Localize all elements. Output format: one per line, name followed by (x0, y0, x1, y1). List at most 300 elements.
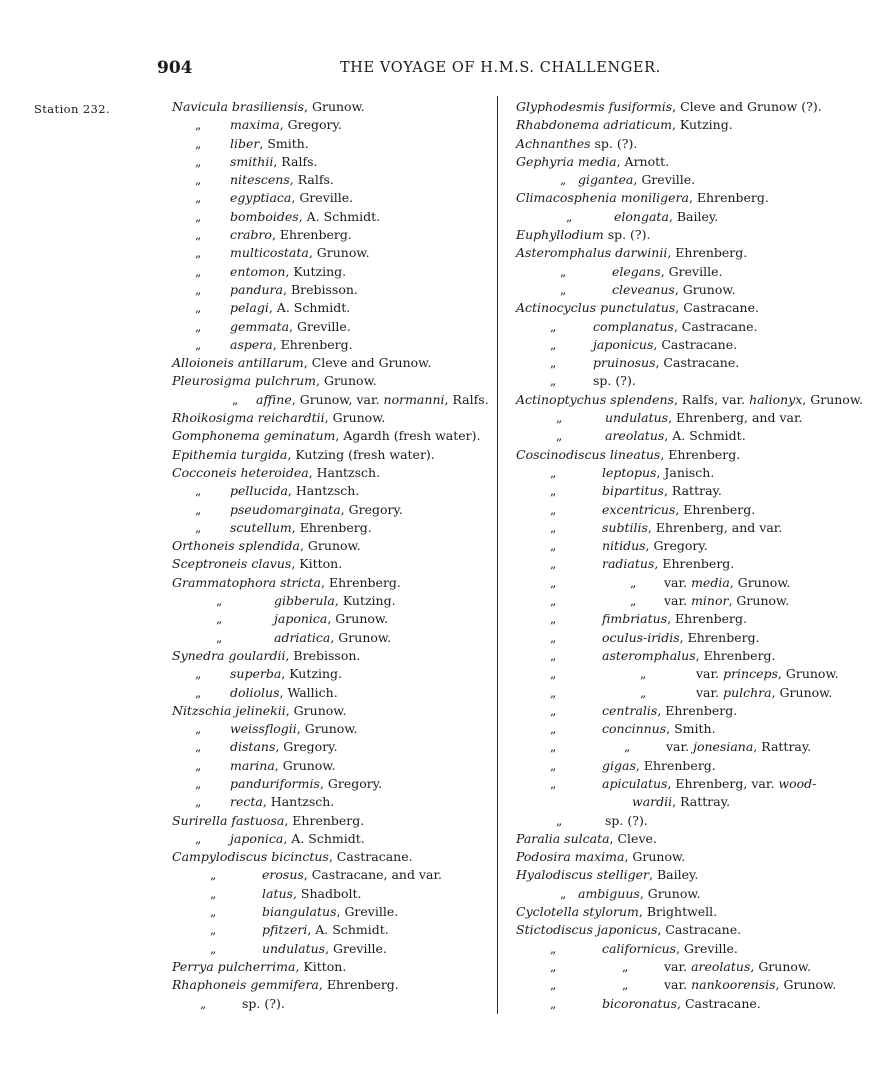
taxon-name: Cocconeis heteroidea (172, 464, 309, 480)
taxon-name: Stictodiscus japonicus (516, 922, 658, 938)
species-entry (516, 244, 852, 262)
species-entry (172, 848, 492, 866)
entry-text (230, 171, 334, 189)
ditto-mark: „ (195, 118, 202, 133)
ditto-mark: „ (195, 319, 202, 334)
ditto-mark: „ (550, 941, 557, 956)
ditto-mark: „ (210, 923, 217, 938)
authority: , Ehrenberg, var. (667, 775, 779, 791)
entry-text (602, 757, 716, 775)
entry-text (664, 976, 836, 994)
authority: , Gregory. (319, 775, 383, 791)
ditto-mark: „ (550, 502, 557, 517)
taxon-name: crabro (230, 227, 272, 243)
entry-text (230, 263, 346, 281)
taxon-name: aspera (230, 336, 273, 352)
authority: , Grunow. (296, 721, 358, 737)
species-entry (516, 171, 852, 189)
ditto-mark: „ (622, 959, 629, 974)
entry-text (172, 702, 346, 720)
entry-text (274, 629, 391, 647)
species-entry (516, 775, 852, 793)
entry-text (172, 464, 380, 482)
species-entry (172, 464, 492, 482)
species-entry (172, 116, 492, 134)
variety-authority: , Grunow. (777, 666, 839, 682)
ditto-mark: „ (640, 667, 647, 682)
entry-text (516, 244, 747, 262)
ditto-mark: „ (550, 575, 557, 590)
ditto-mark: „ (630, 594, 637, 609)
entry-text (262, 866, 442, 884)
taxon-name: marina (230, 757, 275, 773)
ditto-mark: „ (622, 978, 629, 993)
species-entry (172, 720, 492, 738)
ditto-mark: „ (550, 978, 557, 993)
authority: , Bailey. (668, 208, 719, 224)
entry-text (632, 793, 730, 811)
authority: , Ehrenberg. (679, 629, 760, 645)
authority: , A. Schmidt. (283, 830, 365, 846)
taxon-name: Perrya pulcherrima (172, 958, 296, 974)
ditto-mark: „ (550, 648, 557, 663)
taxon-name: bomboides (230, 208, 299, 224)
entry-text (262, 940, 387, 958)
species-entry (172, 98, 492, 116)
authority: var. (696, 684, 724, 700)
species-entry (516, 464, 852, 482)
species-entry (172, 427, 492, 445)
ditto-mark: „ (550, 520, 557, 535)
variety-name: normanni (383, 391, 445, 407)
taxon-name: Campylodiscus bicinctus (172, 849, 329, 865)
taxon-name: Rhabdonema adriaticum (516, 117, 672, 133)
species-entry (172, 299, 492, 317)
entry-text (230, 793, 334, 811)
ditto-mark: „ (566, 209, 573, 224)
species-entry (516, 684, 852, 702)
species-entry (172, 409, 492, 427)
taxon-name: bicoronatus (602, 995, 678, 1011)
taxon-name: Euphyllodium (516, 227, 604, 243)
species-entry (516, 738, 852, 756)
authority: var. (664, 593, 692, 609)
ditto-mark: „ (210, 868, 217, 883)
taxon-name: erosus (262, 867, 304, 883)
authority: , Gregory. (275, 739, 338, 755)
entry-text (230, 208, 380, 226)
species-entry (516, 153, 852, 171)
entry-text (578, 885, 701, 903)
entry-text (516, 446, 740, 464)
ditto-mark: „ (550, 612, 557, 627)
species-entry (516, 427, 852, 445)
ditto-mark: „ (195, 337, 202, 352)
authority: , Hantzsch. (262, 794, 335, 810)
ditto-mark: „ (195, 282, 202, 297)
taxon-name: Synedra goulardii (172, 647, 286, 663)
authority: , Kutzing (fresh water). (287, 446, 435, 462)
taxon-name: gemmata (230, 318, 290, 334)
species-entry (516, 958, 852, 976)
entry-text (172, 446, 435, 464)
species-entry (516, 409, 852, 427)
ditto-mark: „ (550, 374, 557, 389)
taxon-name: Podosira maxima (516, 849, 625, 865)
column-divider (497, 96, 498, 1014)
species-entry (172, 775, 492, 793)
entry-text (602, 610, 747, 628)
taxon-name: gibberula (274, 593, 335, 609)
ditto-mark: „ (210, 941, 217, 956)
variety-name: jonesiana (693, 739, 754, 755)
authority: , Wallich. (279, 684, 338, 700)
authority: var. (664, 574, 692, 590)
ditto-mark: „ (195, 191, 202, 206)
authority: , Castracane, and var. (303, 867, 443, 883)
authority: , Greville. (325, 940, 387, 956)
ditto-mark: „ (216, 594, 223, 609)
taxon-name: undulatus (605, 410, 669, 426)
ditto-mark: „ (550, 337, 557, 352)
entry-text (516, 135, 637, 153)
species-entry (172, 208, 492, 226)
taxon-name: Achnanthes (516, 135, 591, 151)
entry-text (516, 830, 657, 848)
species-entry (172, 336, 492, 354)
taxon-name: latus (262, 885, 293, 901)
taxon-name: smithii (230, 153, 274, 169)
ditto-mark: „ (195, 795, 202, 810)
authority: sp. (?). (605, 812, 648, 828)
authority: , Kitton. (295, 958, 347, 974)
species-entry (172, 153, 492, 171)
species-entry (516, 189, 852, 207)
entry-text (593, 372, 636, 390)
authority: , Smith. (666, 721, 716, 737)
species-entry (516, 281, 852, 299)
taxon-name: pellucida (230, 483, 288, 499)
species-entry (516, 116, 852, 134)
species-entry (516, 647, 852, 665)
taxon-name: Surirella fastuosa (172, 812, 285, 828)
entry-text (516, 903, 717, 921)
taxon-name: Pleurosigma pulchrum (172, 373, 317, 389)
authority: , Cleve. (609, 830, 657, 846)
entry-text (230, 153, 317, 171)
entry-text (172, 555, 342, 573)
entry-text (516, 391, 863, 409)
taxon-name: Coscinodiscus lineatus (516, 446, 661, 462)
species-entry (172, 647, 492, 665)
species-entry (172, 629, 492, 647)
species-entry (516, 757, 852, 775)
taxon-name: japonica (230, 830, 284, 846)
species-entry (172, 135, 492, 153)
entry-text (230, 226, 352, 244)
authority: , A. Schmidt. (307, 922, 389, 938)
species-entry (172, 812, 492, 830)
entry-text (230, 482, 359, 500)
taxon-name: elongata (614, 208, 669, 224)
species-entry (516, 702, 852, 720)
species-entry (172, 610, 492, 628)
species-entry (172, 592, 492, 610)
entry-text (696, 665, 839, 683)
species-entry (516, 336, 852, 354)
entry-text (516, 848, 685, 866)
ditto-mark: „ (550, 557, 557, 572)
ditto-mark: „ (195, 136, 202, 151)
variety-authority: , Rattray. (753, 739, 812, 755)
taxon-name: fimbriatus (602, 611, 668, 627)
taxon-name: Gomphonema geminatum (172, 428, 336, 444)
ditto-mark: „ (556, 411, 563, 426)
taxon-name: Hyalodiscus stelliger (516, 867, 649, 883)
species-entry (516, 208, 852, 226)
entry-text (516, 299, 759, 317)
taxon-name: egyptiaca (230, 190, 292, 206)
taxon-name: areolatus (605, 428, 665, 444)
ditto-mark: „ (550, 465, 557, 480)
entry-text (230, 336, 353, 354)
taxon-name: Rhaphoneis gemmifera (172, 977, 319, 993)
entry-text (605, 812, 648, 830)
ditto-mark: „ (630, 575, 637, 590)
authority: , Ehrenberg. (675, 501, 756, 517)
taxon-name: nitescens (230, 172, 290, 188)
variety-name: halionyx (749, 391, 803, 407)
entry-text (612, 281, 736, 299)
ditto-mark: „ (200, 996, 207, 1011)
taxon-name: Glyphodesmis fusiformis (516, 99, 673, 114)
entry-text (256, 391, 489, 409)
ditto-mark: „ (195, 740, 202, 755)
taxon-name: centralis (602, 702, 658, 718)
variety-authority: , Grunow. (729, 574, 791, 590)
authority: , Kutzing. (671, 117, 733, 133)
authority: , Castracane. (657, 922, 742, 938)
taxon-name: Gephyria media (516, 153, 617, 169)
taxon-name: adriatica (274, 629, 331, 645)
authority: , Kutzing. (285, 263, 347, 279)
entry-text (242, 995, 285, 1013)
entry-text (172, 958, 346, 976)
authority: , Castracane. (677, 995, 761, 1011)
authority: , Hantzsch. (287, 483, 360, 499)
taxon-name: nitidus (602, 538, 646, 554)
entry-text (602, 629, 760, 647)
authority: , Ehrenberg. (667, 611, 748, 627)
entry-text (602, 702, 737, 720)
authority: , Greville. (633, 172, 696, 188)
entry-text (172, 427, 481, 445)
ditto-mark: „ (550, 685, 557, 700)
taxon-name: Epithemia turgida (172, 446, 288, 462)
entry-text (230, 318, 351, 336)
species-entry (172, 244, 492, 262)
species-entry (172, 921, 492, 939)
species-entry (172, 537, 492, 555)
taxon-name: ambiguus (578, 885, 640, 901)
taxon-name: distans (230, 739, 276, 755)
taxon-name: multicostata (230, 245, 309, 261)
entry-text (664, 592, 789, 610)
taxon-name: Alloioneis antillarum (172, 355, 304, 371)
species-entry (172, 318, 492, 336)
taxon-name: Navicula brasiliensis (172, 99, 305, 114)
ditto-mark: „ (550, 484, 557, 499)
ditto-mark: „ (195, 228, 202, 243)
authority: var. (666, 739, 694, 755)
entry-text (274, 592, 396, 610)
entry-text (605, 427, 746, 445)
entry-text (516, 98, 822, 116)
taxon-name: cleveanus (612, 281, 675, 297)
entry-text (230, 684, 338, 702)
ditto-mark: „ (210, 905, 217, 920)
ditto-mark: „ (560, 264, 567, 279)
species-entry (516, 665, 852, 683)
species-entry (516, 372, 852, 390)
authority: , Grunow. (308, 245, 370, 261)
ditto-mark: „ (195, 758, 202, 773)
species-entry (172, 555, 492, 573)
authority: , Cleve and Grunow. (303, 355, 432, 371)
taxon-name: undulatus (262, 940, 326, 956)
authority: , Ralfs. (273, 153, 318, 169)
variety-authority: , Grunow. (775, 977, 837, 993)
authority: sp. (?). (242, 995, 285, 1011)
entry-text (602, 482, 722, 500)
ditto-mark: „ (640, 685, 647, 700)
authority: , A. Schmidt. (268, 300, 351, 316)
entry-text (230, 830, 365, 848)
variety-name: wood- (778, 775, 817, 791)
entry-text (230, 244, 370, 262)
entry-text (262, 885, 362, 903)
authority: var. (664, 958, 692, 974)
ditto-mark: „ (550, 758, 557, 773)
authority: , Ehrenberg. (660, 446, 741, 462)
species-entry (172, 519, 492, 537)
species-entry (516, 135, 852, 153)
ditto-mark: „ (550, 319, 557, 334)
ditto-mark: „ (195, 502, 202, 517)
species-entry (172, 574, 492, 592)
taxon-name: biangulatus (262, 904, 337, 920)
ditto-mark: „ (624, 740, 631, 755)
ditto-mark: „ (195, 667, 202, 682)
taxon-name: japonica (274, 611, 328, 627)
authority: , Greville. (291, 190, 354, 206)
species-entry (516, 299, 852, 317)
entry-text (664, 574, 791, 592)
authority: , Grunow. (674, 281, 736, 297)
taxon-name: pseudomarginata (230, 501, 341, 517)
entry-text (516, 866, 698, 884)
ditto-mark: „ (560, 282, 567, 297)
species-entry (516, 903, 852, 921)
ditto-mark: „ (550, 356, 557, 371)
taxon-name: Actinoptychus splendens (516, 391, 674, 407)
species-entry (516, 885, 852, 903)
ditto-mark: „ (560, 173, 567, 188)
page-number: 904 (157, 58, 193, 78)
authority: , Ralfs, var. (673, 391, 750, 407)
authority: , Ehrenberg, and var. (647, 519, 783, 535)
authority: , Bailey. (649, 867, 699, 883)
variety-name: areolatus (691, 958, 751, 974)
taxon-name: doliolus (230, 684, 280, 700)
variety-authority: , Grunow. (750, 958, 812, 974)
entry-text (172, 574, 401, 592)
authority: , Ehrenberg. (271, 227, 352, 243)
variety-name: pulchra (723, 684, 772, 700)
entry-text (172, 537, 361, 555)
variety-name: nankoorensis (691, 977, 776, 993)
entry-text (172, 98, 365, 116)
authority: , Grunow. (624, 849, 686, 865)
authority: , Grunow. (299, 538, 361, 554)
authority: , Grunow. (304, 99, 365, 114)
species-entry (516, 940, 852, 958)
taxon-name: panduriformis (230, 775, 320, 791)
ditto-mark: „ (232, 392, 239, 407)
entry-text (602, 555, 734, 573)
species-entry (516, 921, 852, 939)
species-entry (516, 98, 852, 116)
variety-authority: , Ralfs. (444, 391, 489, 407)
ditto-mark: „ (550, 996, 557, 1011)
taxon-name: californicus (602, 940, 677, 956)
species-entry (172, 226, 492, 244)
species-entry (516, 226, 852, 244)
authority: , Ehrenberg. (272, 336, 353, 352)
species-entry (516, 501, 852, 519)
authority: var. (696, 666, 724, 682)
taxon-name: Climacosphenia moniligera (516, 190, 689, 206)
authority: , Arnott. (616, 153, 670, 169)
taxon-name: Rhoikosigma reichardtii (172, 410, 325, 426)
species-entry (172, 665, 492, 683)
authority: , Ehrenberg. (321, 574, 401, 590)
authority: , Grunow. (639, 885, 701, 901)
species-entry (516, 610, 852, 628)
species-entry (172, 446, 492, 464)
taxon-name: pelagi (230, 300, 269, 316)
authority: , Gregory. (340, 501, 403, 517)
species-entry (172, 684, 492, 702)
entry-text (172, 976, 399, 994)
species-entry (516, 354, 852, 372)
ditto-mark: „ (195, 520, 202, 535)
authority: , Ehrenberg, and var. (668, 410, 803, 426)
entry-text (230, 738, 338, 756)
entry-text (666, 738, 811, 756)
authority: , Castracane. (673, 318, 758, 334)
authority: , A. Schmidt. (298, 208, 381, 224)
taxon-name: Asteromphalus darwinii (516, 245, 668, 261)
taxon-name: Sceptroneis clavus (172, 556, 292, 572)
ditto-mark: „ (556, 813, 563, 828)
authority: , Brebisson. (285, 647, 361, 663)
entry-text (664, 958, 811, 976)
authority: , Shadbolt. (292, 885, 362, 901)
authority: , Gregory. (645, 538, 708, 554)
authority: , Ehrenberg. (291, 519, 372, 535)
taxon-name: elegans (612, 263, 661, 279)
